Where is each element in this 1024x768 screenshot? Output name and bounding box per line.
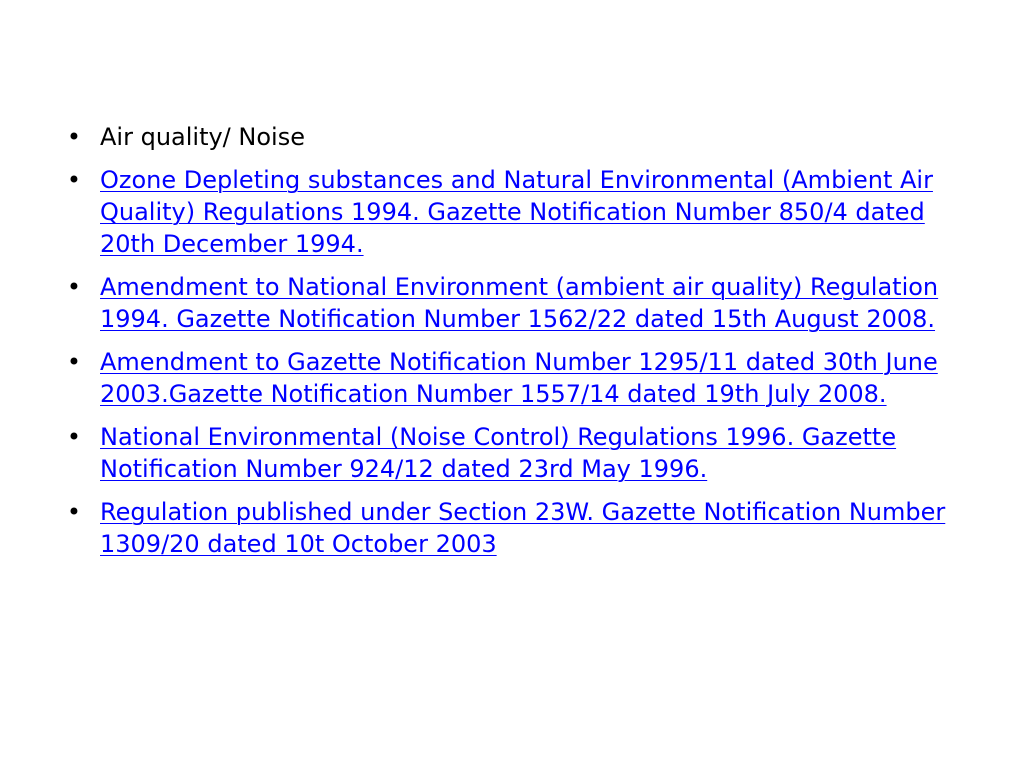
bullet-icon: • bbox=[66, 348, 82, 376]
link-ozone-regulations-1994[interactable]: Ozone Depleting substances and Natural Environmental (Ambient Air Quality) Regulations 1994. Gazette Notification Number 850/4 dated 20th December 1994. bbox=[100, 166, 933, 258]
bullet-item-ozone-regulations bbox=[62, 164, 962, 260]
bullet-icon: • bbox=[66, 498, 82, 526]
link-section-23w-regulation[interactable]: Regulation published under Section 23W. Gazette Notification Number 1309/20 dated 10t October 2003 bbox=[100, 498, 946, 558]
bullet-item-air-quality-noise bbox=[62, 121, 962, 153]
bullet-item-amendment-gazette-1295 bbox=[62, 346, 962, 410]
link-amendment-ambient-air-quality[interactable]: Amendment to National Environment (ambient air quality) Regulation 1994. Gazette Notification Number 1562/22 dated 15th August 2008. bbox=[100, 273, 939, 333]
bullet-item-noise-control bbox=[62, 421, 962, 485]
bullet-icon: • bbox=[66, 166, 82, 194]
bullet-list bbox=[62, 121, 962, 571]
bullet-icon: • bbox=[66, 123, 82, 151]
bullet-item-section-23w bbox=[62, 496, 962, 560]
bullet-item-amendment-ambient-air bbox=[62, 271, 962, 335]
bullet-heading-text: Air quality/ Noise bbox=[100, 123, 305, 151]
bullet-icon: • bbox=[66, 423, 82, 451]
bullet-icon: • bbox=[66, 273, 82, 301]
link-noise-control-regulations-1996[interactable]: National Environmental (Noise Control) Regulations 1996. Gazette Notification Number 924/12 dated 23rd May 1996. bbox=[100, 423, 897, 483]
link-amendment-gazette-1295-11[interactable]: Amendment to Gazette Notification Number 1295/11 dated 30th June 2003.Gazette Notification Number 1557/14 dated 19th July 2008. bbox=[100, 348, 938, 408]
